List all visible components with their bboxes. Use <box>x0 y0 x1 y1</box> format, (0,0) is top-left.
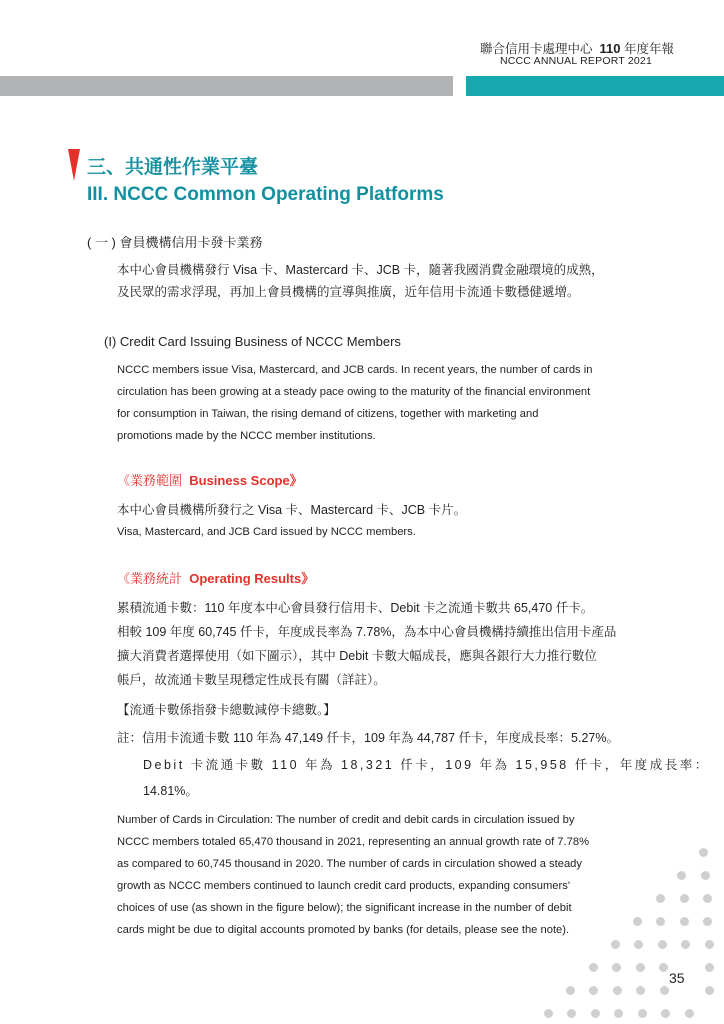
section-accent-marker <box>68 149 80 181</box>
paragraph-line: as compared to 60,745 thousand in 2020. The number of cards in circulation showed a steady <box>117 858 582 870</box>
decorative-dot <box>566 986 575 995</box>
decorative-dot <box>613 986 622 995</box>
operating-results-title-en: Operating Results》 <box>189 571 315 586</box>
decorative-dot <box>660 986 669 995</box>
paragraph-line: 相較 109 年度 60,745 仟卡，年度成長率為 7.78%，為本中心會員機構持續推出信用卡產品 <box>117 625 617 639</box>
decorative-dot <box>699 848 708 857</box>
decorative-dot <box>705 986 714 995</box>
decorative-dot <box>681 940 690 949</box>
decorative-dot <box>680 894 689 903</box>
business-scope-title <box>117 470 303 489</box>
decorative-dot <box>701 871 710 880</box>
decorative-dot <box>614 1009 623 1018</box>
header-bar-gray <box>0 76 453 96</box>
decorative-dot <box>656 894 665 903</box>
note-line-1: 註：信用卡流通卡數 110 年為 47,149 仟卡，109 年為 44,787 仟卡，年度成長率：5.27%。 <box>117 731 620 745</box>
decorative-dot <box>705 963 714 972</box>
decorative-dot <box>633 917 642 926</box>
report-header-en: NCCC ANNUAL REPORT 2021 <box>499 55 652 67</box>
decorative-dot <box>589 986 598 995</box>
business-scope-title-en: Business Scope》 <box>189 473 303 488</box>
paragraph-line: cards might be due to digital accounts promoted by banks (for details, please see the note). <box>117 924 570 936</box>
decorative-dot <box>612 963 621 972</box>
decorative-dot <box>567 1009 576 1018</box>
business-scope-text-en: Visa, Mastercard, and JCB Card issued by NCCC members. <box>117 526 416 538</box>
decorative-dot <box>636 986 645 995</box>
subsection-heading-en: (I) Credit Card Issuing Business of NCCC Members <box>104 334 401 349</box>
section-title-zh: 三、共通性作業平臺 <box>87 157 259 178</box>
decorative-dot <box>634 940 643 949</box>
report-year: 110 <box>599 41 621 56</box>
paragraph-line: for consumption in Taiwan, the rising demand of citizens, together with marketing and <box>117 408 539 420</box>
decorative-dot <box>638 1009 647 1018</box>
decorative-dot <box>705 940 714 949</box>
decorative-dot <box>685 1009 694 1018</box>
decorative-dot <box>703 917 712 926</box>
bracket-note: 【流通卡數係指發卡總數減停卡總數。】 <box>117 703 336 717</box>
operating-results-title-zh: 《業務統計 <box>117 571 183 586</box>
subsection-heading-zh: ( 一 ) 會員機構信用卡發卡業務 <box>87 235 263 250</box>
decorative-dot <box>703 894 712 903</box>
decorative-dot <box>589 963 598 972</box>
header-bar-teal <box>466 76 724 96</box>
paragraph-line: 帳戶，故流通卡數呈現穩定性成長有關（詳註）。 <box>117 673 386 687</box>
paragraph-intro-en <box>117 359 639 447</box>
report-title-zh: 年度年報 <box>623 42 674 56</box>
org-name: 聯合信用卡處理中心 <box>480 42 593 56</box>
decorative-dot <box>659 963 668 972</box>
decorative-dot <box>661 1009 670 1018</box>
decorative-dot <box>677 871 686 880</box>
decorative-dot <box>611 940 620 949</box>
decorative-dot <box>591 1009 600 1018</box>
decorative-dot <box>680 917 689 926</box>
page-number: 35 <box>669 970 685 986</box>
business-scope-text-zh: 本中心會員機構所發行之 Visa 卡、Mastercard 卡、JCB 卡片。 <box>117 503 467 517</box>
paragraph-line: circulation has been growing at a steady pace owing to the maturity of the financial environment <box>117 386 591 398</box>
paragraph-intro-zh <box>117 259 639 303</box>
decorative-dot <box>658 940 667 949</box>
paragraph-line: growth as NCCC members continued to launch credit card products, expanding consumers' <box>117 880 570 892</box>
paragraph-line: promotions made by the NCCC member institutions. <box>117 430 376 442</box>
operating-results-title <box>117 568 314 587</box>
business-scope-text <box>117 499 639 543</box>
paragraph-line: 擴大消費者選擇使用（如下圖示），其中 Debit 卡數大幅成長，應與各銀行大力推行數位 <box>117 649 597 663</box>
paragraph-line: 累積流通卡數：110 年度本中心會員發行信用卡、Debit 卡之流通卡數共 65,470 仟卡。 <box>117 601 594 615</box>
note-line-3: 14.81%。 <box>143 784 198 798</box>
paragraph-line: choices of use (as shown in the figure below); the significant increase in the number of debit <box>117 902 572 914</box>
section-title-en: III. NCCC Common Operating Platforms <box>87 184 444 205</box>
decorative-dot <box>636 963 645 972</box>
operating-results-text-en <box>117 809 639 941</box>
paragraph-line: Number of Cards in Circulation: The number of credit and debit cards in circulation issued by <box>117 814 575 826</box>
paragraph-line: 本中心會員機構發行 Visa 卡、Mastercard 卡、JCB 卡，隨著我國消費金融環境的成熟， <box>117 263 604 277</box>
paragraph-line: NCCC members issue Visa, Mastercard, and JCB cards. In recent years, the number of cards in <box>117 364 593 376</box>
decorative-dot <box>544 1009 553 1018</box>
business-scope-title-zh: 《業務範圍 <box>117 473 183 488</box>
paragraph-line: 及民眾的需求浮現，再加上會員機構的宣導與推廣，近年信用卡流通卡數穩健遞增。 <box>117 285 580 299</box>
decorative-dot <box>656 917 665 926</box>
operating-results-text-zh <box>117 596 639 692</box>
note-line-2: Debit 卡流通卡數 110 年為 18,321 仟卡，109 年為 15,958 仟卡，年度成長率： <box>143 758 710 772</box>
paragraph-line: NCCC members totaled 65,470 thousand in 2021, representing an annual growth rate of 7.78% <box>117 836 590 848</box>
